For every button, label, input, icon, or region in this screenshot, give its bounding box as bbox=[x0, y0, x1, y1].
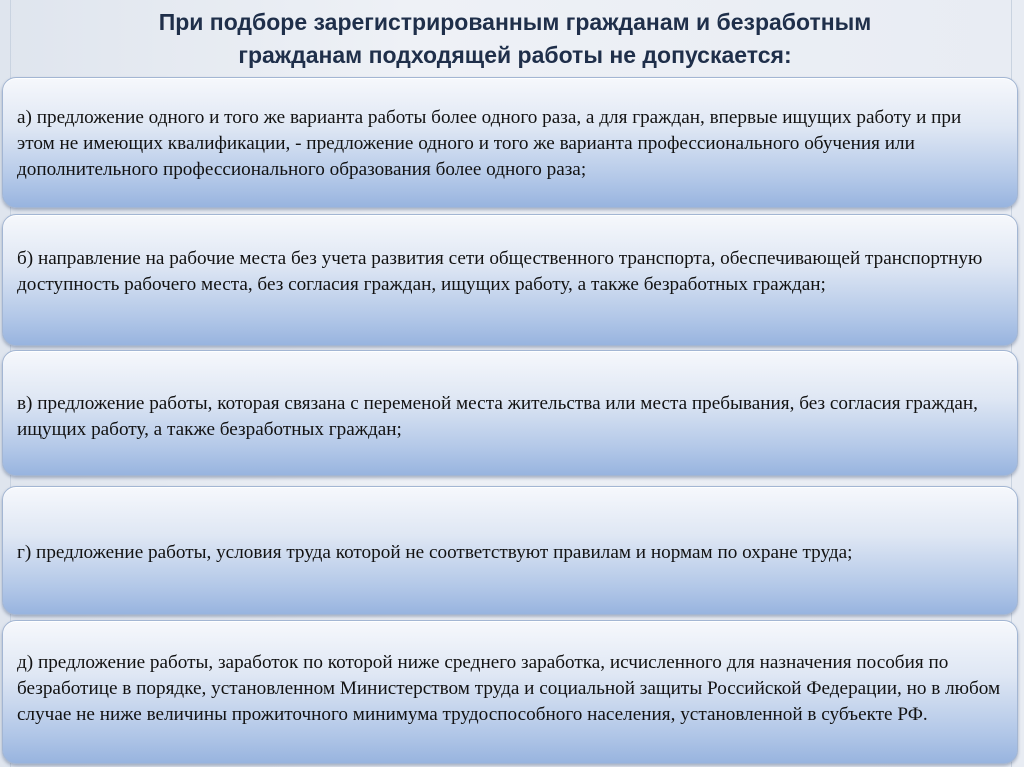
list-item-a-text: а) предложение одного и того же варианта работы более одного раза, а для граждан, впервые ищущих работу и при этом не имеющих квалификации, - предложение одного и того же варианта профессионального обучения или дополнительного профессионального образования более одного раза; bbox=[17, 106, 962, 180]
list-item-a bbox=[2, 77, 1018, 208]
list-item-e-text: д) предложение работы, заработок по которой ниже среднего заработка, исчисленного для назначения пособия по безработице в порядке, установленном Министерством труда и социальной защиты Российской Федерации, но в любом случае не ниже величины прожиточного минимума трудоспособного населения, установленной в субъекте РФ. bbox=[17, 652, 1001, 725]
slide-title-line-1: При подборе зарегистрированным гражданам и безработным bbox=[158, 9, 872, 35]
list-item-b-text: б) направление на рабочие места без учета развития сети общественного транспорта, обеспечивающей транспортную доступность рабочего места, без согласия граждан, ищущих работу, а также безработных граждан; bbox=[17, 248, 983, 295]
list-item-e bbox=[2, 620, 1018, 764]
list-item-c-text: в) предложение работы, которая связана с переменой места жительства или места пребывания, без согласия граждан, ищущих работу, а также безработных граждан; bbox=[17, 393, 978, 440]
list-item-d-text: г) предложение работы, условия труда которой не соответствуют правилам и нормам по охране труда; bbox=[17, 541, 853, 563]
slide-title bbox=[40, 6, 990, 72]
list-item-d bbox=[2, 486, 1018, 615]
list-item-b bbox=[2, 214, 1018, 346]
slide-title-line-2: гражданам подходящей работы не допускается: bbox=[238, 42, 792, 68]
list-item-c bbox=[2, 350, 1018, 476]
